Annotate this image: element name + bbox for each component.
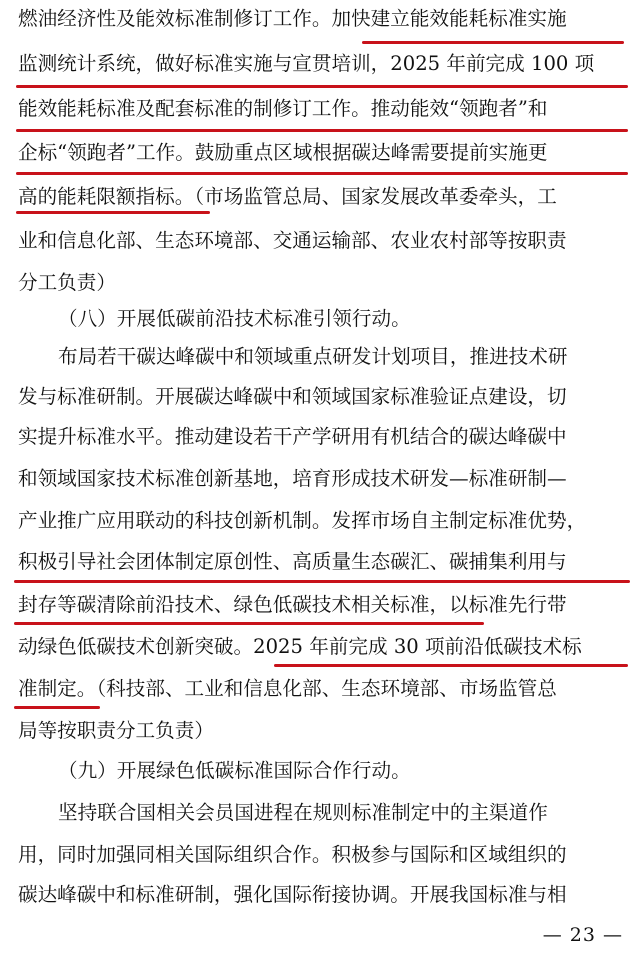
- text-line: [18, 45, 641, 83]
- red-underline: [16, 172, 628, 175]
- text-segment: （科技部、工业和信息化部、生态环境部、市场监管总: [96, 677, 557, 700]
- text-line: [18, 712, 641, 750]
- red-underline: [16, 129, 628, 132]
- highlighted-text: 加快建立能效能耗标准实施: [331, 7, 567, 30]
- text-line: [58, 794, 641, 832]
- text-line: [18, 670, 641, 708]
- text-segment: 燃油经济性及能效标准制修订工作。: [18, 7, 332, 30]
- text-line: [18, 134, 641, 172]
- red-underline: [14, 622, 484, 625]
- text-segment: 动绿色低碳技术创新突破。: [18, 635, 254, 658]
- text-line: [18, 264, 641, 302]
- text-segment: 业和信息化部、生态环境部、交通运输部、农业农村部等按职责: [18, 229, 567, 252]
- text-segment: 局等按职责分工负责）: [18, 719, 214, 742]
- highlighted-text: 2025 年前完成 30 项前沿低碳技术标: [253, 635, 582, 658]
- text-segment: 坚持联合国相关会员国进程在规则标准制定中的主渠道作: [58, 801, 548, 824]
- text-line: [18, 0, 641, 38]
- text-line: [18, 378, 641, 416]
- highlighted-text: 准制定。: [18, 677, 97, 700]
- text-line: [18, 543, 641, 581]
- text-line: [18, 876, 641, 914]
- page-number: — 23 —: [542, 924, 623, 946]
- red-underline: [16, 85, 628, 88]
- red-underline: [274, 664, 628, 667]
- section-heading-text: （八）开展低碳前沿技术标准引领行动。: [58, 307, 411, 330]
- red-underline: [16, 211, 210, 214]
- red-underline: [14, 706, 100, 709]
- highlighted-text: 积极引导社会团体制定原创性、高质量生态碳汇、碳捕集利用与: [18, 550, 567, 573]
- text-segment: 发与标准研制。开展碳达峰碳中和领域国家标准验证点建设，切: [18, 385, 567, 408]
- text-segment: 布局若干碳达峰碳中和领域重点研发计划项目，推进技术研: [58, 345, 568, 368]
- text-line: [18, 586, 641, 624]
- highlighted-text: 监测统计系统，做好标准实施与宣贯培训，2025 年前完成 100 项: [18, 52, 595, 75]
- text-segment: 用，同时加强同相关国际组织合作。积极参与国际和区域组织的: [18, 843, 567, 866]
- text-line: [18, 460, 641, 498]
- text-segment: 碳达峰碳中和标准研制，强化国际衔接协调。开展我国标准与相: [18, 883, 567, 906]
- text-segment: 实提升标准水平。推动建设若干产学研用有机结合的碳达峰碳中: [18, 425, 567, 448]
- text-segment: （市场监管总局、国家发展改革委牵头，工: [194, 185, 557, 208]
- section-heading-text: （九）开展绿色低碳标准国际合作行动。: [58, 759, 411, 782]
- text-line: [18, 90, 641, 128]
- text-segment: 产业推广应用联动的科技创新机制。发挥市场自主制定标准优势，: [18, 509, 587, 532]
- text-line: [18, 418, 641, 456]
- text-segment: 以标准先行带: [449, 593, 567, 616]
- section-heading: [58, 300, 641, 338]
- highlighted-text: 能效能耗标准及配套标准的制修订工作。推动能效“领跑者”和: [18, 97, 548, 120]
- red-underline: [362, 41, 624, 44]
- section-heading: [58, 752, 641, 790]
- text-line: [18, 502, 641, 540]
- text-segment: 和领域国家技术标准创新基地，培育形成技术研发—标准研制—: [18, 467, 567, 490]
- red-underline: [14, 580, 630, 583]
- text-line: [18, 836, 641, 874]
- highlighted-text: 企标“领跑者”工作。鼓励重点区域根据碳达峰需要提前实施更: [18, 141, 548, 164]
- text-line: [18, 628, 641, 666]
- text-segment: 分工负责）: [18, 271, 116, 294]
- text-line: [58, 338, 641, 376]
- text-line: [18, 222, 641, 260]
- highlighted-text: 高的能耗限额指标。: [18, 185, 195, 208]
- highlighted-text: 封存等碳清除前沿技术、绿色低碳技术相关标准，: [18, 593, 450, 616]
